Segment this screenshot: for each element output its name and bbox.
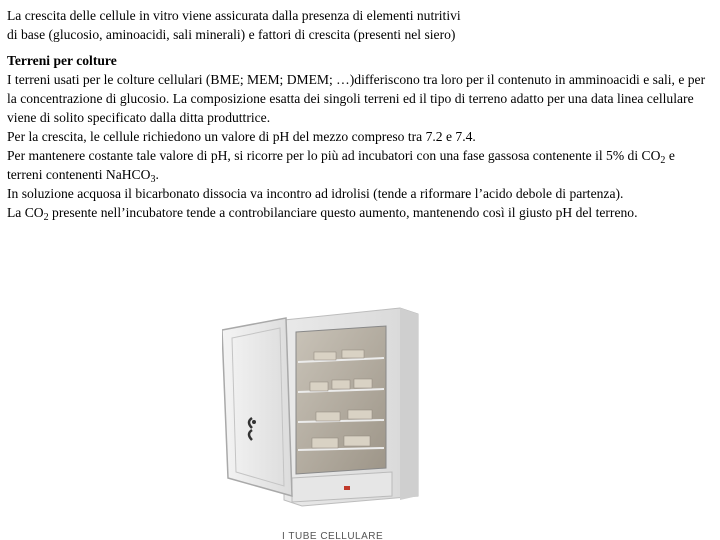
paragraph-co2: La $CO_2$ presente nell’incubatore tende a controbilanciare questo aumento, mantenendo così il giusto pH del terreno. [7, 205, 638, 223]
incubator-image [222, 300, 422, 528]
section-heading: Terreni per colture [7, 53, 117, 68]
paragraph-incubator: Per mantenere costante tale valore di pH, si ricorre per lo più ad incubatori con una fase gassosa contenente il 5% di $CO_2$ e terreni contenenti NaHCO$_3$. [7, 148, 675, 185]
figure-caption: I TUBE CELLULARE [282, 531, 384, 540]
intro-line-1: La crescita delle cellule in vitro viene assicurata dalla presenza di elementi nutritivi [7, 8, 461, 23]
document-text [7, 6, 713, 222]
paragraph-ph: Per la crescita, le cellule richiedono un valore di pH del mezzo compreso tra 7.2 e 7.4. [7, 129, 476, 144]
intro-line-2: di base (glucosio, aminoacidi, sali minerali) e fattori di crescita (presenti nel siero) [7, 27, 456, 42]
paragraph-hydrolysis: In soluzione acquosa il bicarbonato dissocia va incontro ad idrolisi (tende a riformare l’acido debole di partenza). [7, 186, 624, 201]
paragraph-media: I terreni usati per le colture cellulari (BME; MEM; DMEM; …)differiscono tra loro per il contenuto in amminoacidi e sali, e per la concentrazione di glucosio. La composizione esatta dei singoli terreni ed il tipo di terreno adatto per una data linea cellulare viene di solito specificato dalla ditta produttrice. [7, 72, 706, 125]
